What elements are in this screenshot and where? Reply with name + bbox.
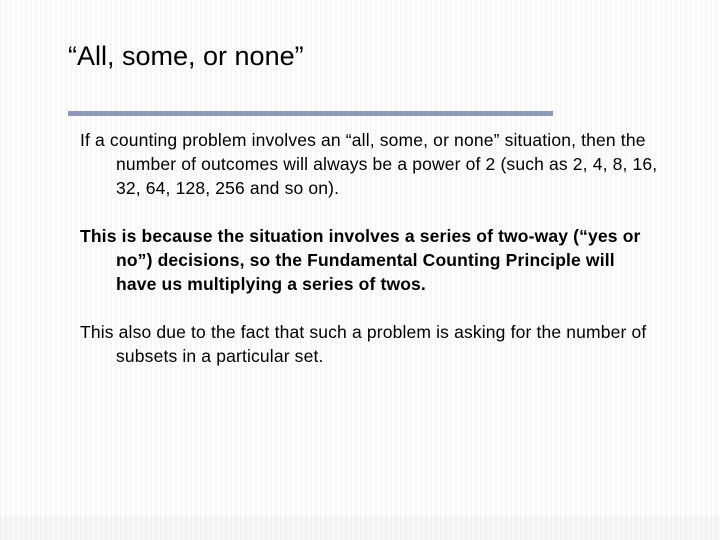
slide-body xyxy=(80,128,660,392)
slide-title: “All, some, or none” xyxy=(68,41,304,71)
paragraph-two-way-decisions: This is because the situation involves a series of two-way (“yes or no”) decisions, so the Fundamental Counting Principle will have us multiplying a series of twos. xyxy=(80,226,641,294)
slide-footer-band xyxy=(0,516,720,540)
title-underline-rule xyxy=(68,111,553,116)
paragraph-subsets: This also due to the fact that such a problem is asking for the number of subsets in a particular set. xyxy=(80,322,647,366)
paragraph-all-some-none: If a counting problem involves an “all, some, or none” situation, then the number of outcomes will always be a power of 2 (such as 2, 4, 8, 16, 32, 64, 128, 256 and so on). xyxy=(80,130,658,198)
